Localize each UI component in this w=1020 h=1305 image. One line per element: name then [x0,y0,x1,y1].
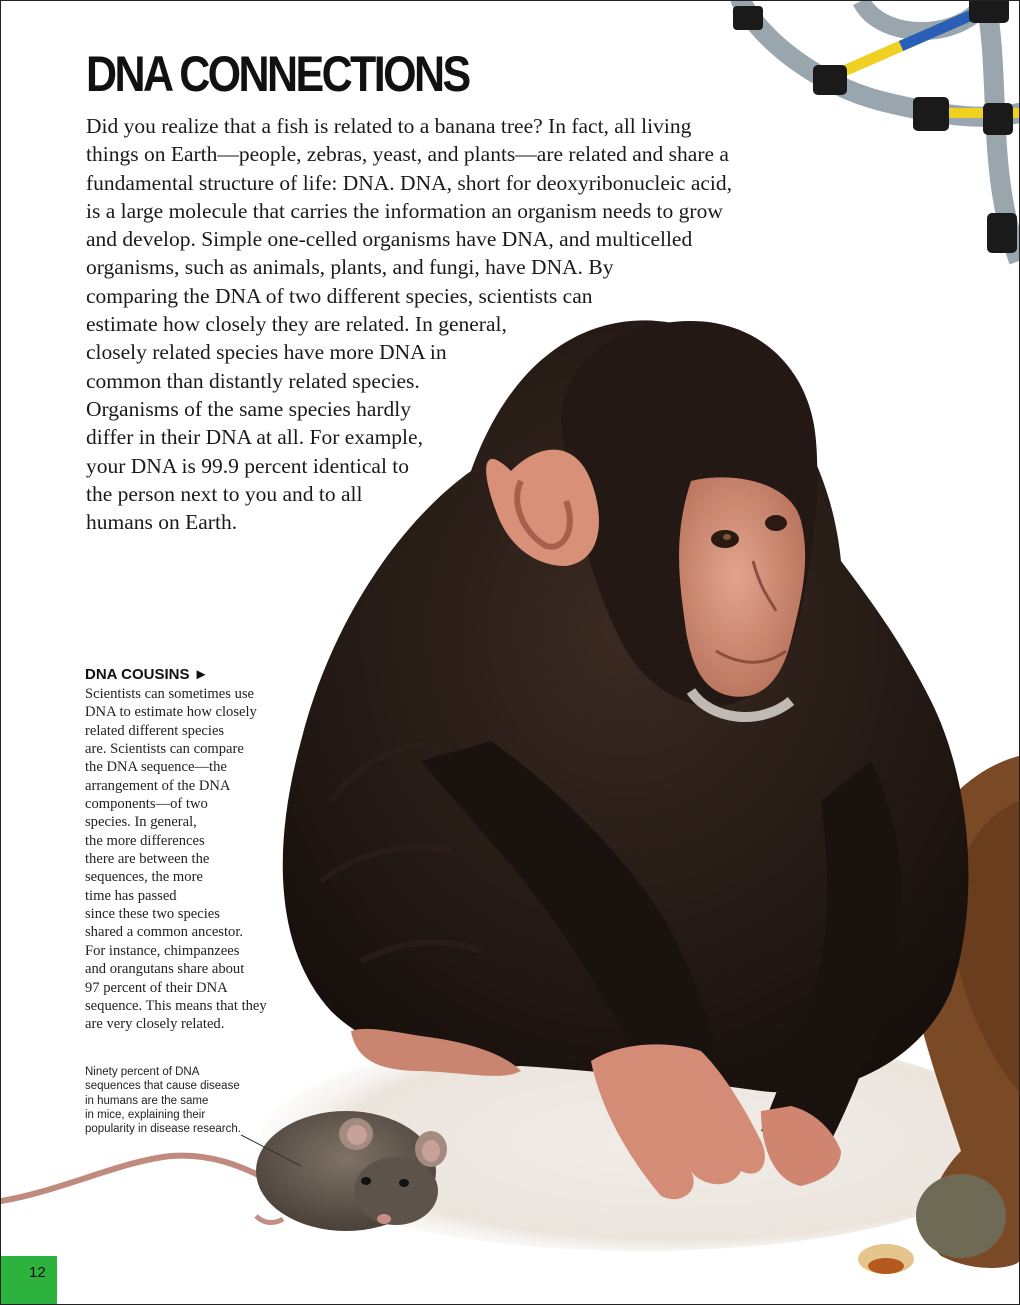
sidebar-line: DNA to estimate how closely [85,704,257,721]
page-title: DNA CONNECTIONS [86,46,469,102]
caption-line: in mice, explaining their [85,1108,206,1121]
sidebar-line: and orangutans share about [85,961,245,978]
intro-line: humans on Earth. [86,510,238,535]
sidebar-line: arrangement of the DNA [85,777,231,794]
sidebar-heading: DNA COUSINS ► [85,666,209,683]
sidebar-line: For instance, chimpanzees [85,942,240,959]
caption-line: popularity in disease research. [85,1123,241,1136]
sidebar-line: there are between the [85,851,210,868]
intro-paragraph [86,112,732,536]
intro-line: fundamental structure of life: DNA. DNA, short for deoxyribonucleic acid, [86,170,732,195]
sidebar-line: shared a common ancestor. [85,924,244,941]
sidebar-line: since these two species [85,906,220,923]
intro-line: estimate how closely they are related. In general, [86,312,507,337]
caption-line: in humans are the same [85,1094,209,1107]
mouse-caption [85,1065,241,1136]
sidebar-line: species. In general, [85,814,197,831]
caption-line: Ninety percent of DNA [85,1066,200,1078]
sidebar-line: components—of two [85,796,208,813]
sidebar-line: 97 percent of their DNA [85,979,228,996]
page-number-tab [1,1256,57,1304]
sidebar-line: Scientists can sometimes use [85,686,255,702]
intro-line: Did you realize that a fish is related to a banana tree? In fact, all living [86,114,692,138]
intro-line: comparing the DNA of two different species, scientists can [86,283,593,308]
sidebar-line: the more differences [85,832,205,849]
dna-cousins-sidebar [85,665,267,1034]
intro-line: is a large molecule that carries the information an organism needs to grow [86,198,723,223]
page-number: 12 [29,1264,46,1281]
sidebar-line: are very closely related. [85,1016,225,1033]
dna-model-icon [733,1,1019,261]
intro-line: Organisms of the same species hardly [86,396,412,421]
intro-line: your DNA is 99.9 percent identical to [86,453,410,478]
sidebar-line: are. Scientists can compare [85,741,244,758]
sidebar-line: the DNA sequence—the [85,759,227,776]
intro-line: differ in their DNA at all. For example, [86,425,423,450]
intro-line: things on Earth—people, zebras, yeast, and plants—are related and share a [86,142,729,167]
intro-line: common than distantly related species. [86,368,420,393]
sidebar-line: time has passed [85,887,177,904]
sidebar-line: sequence. This means that they [85,997,267,1014]
sidebar-line: sequences, the more [85,869,203,886]
intro-line: organisms, such as animals, plants, and fungi, have DNA. By [86,255,614,280]
sidebar-line: related different species [85,722,225,739]
intro-line: the person next to you and to all [86,481,363,506]
caption-line: sequences that cause disease [85,1080,240,1093]
intro-line: and develop. Simple one-celled organisms have DNA, and multicelled [86,227,693,252]
intro-line: closely related species have more DNA in [86,340,447,365]
